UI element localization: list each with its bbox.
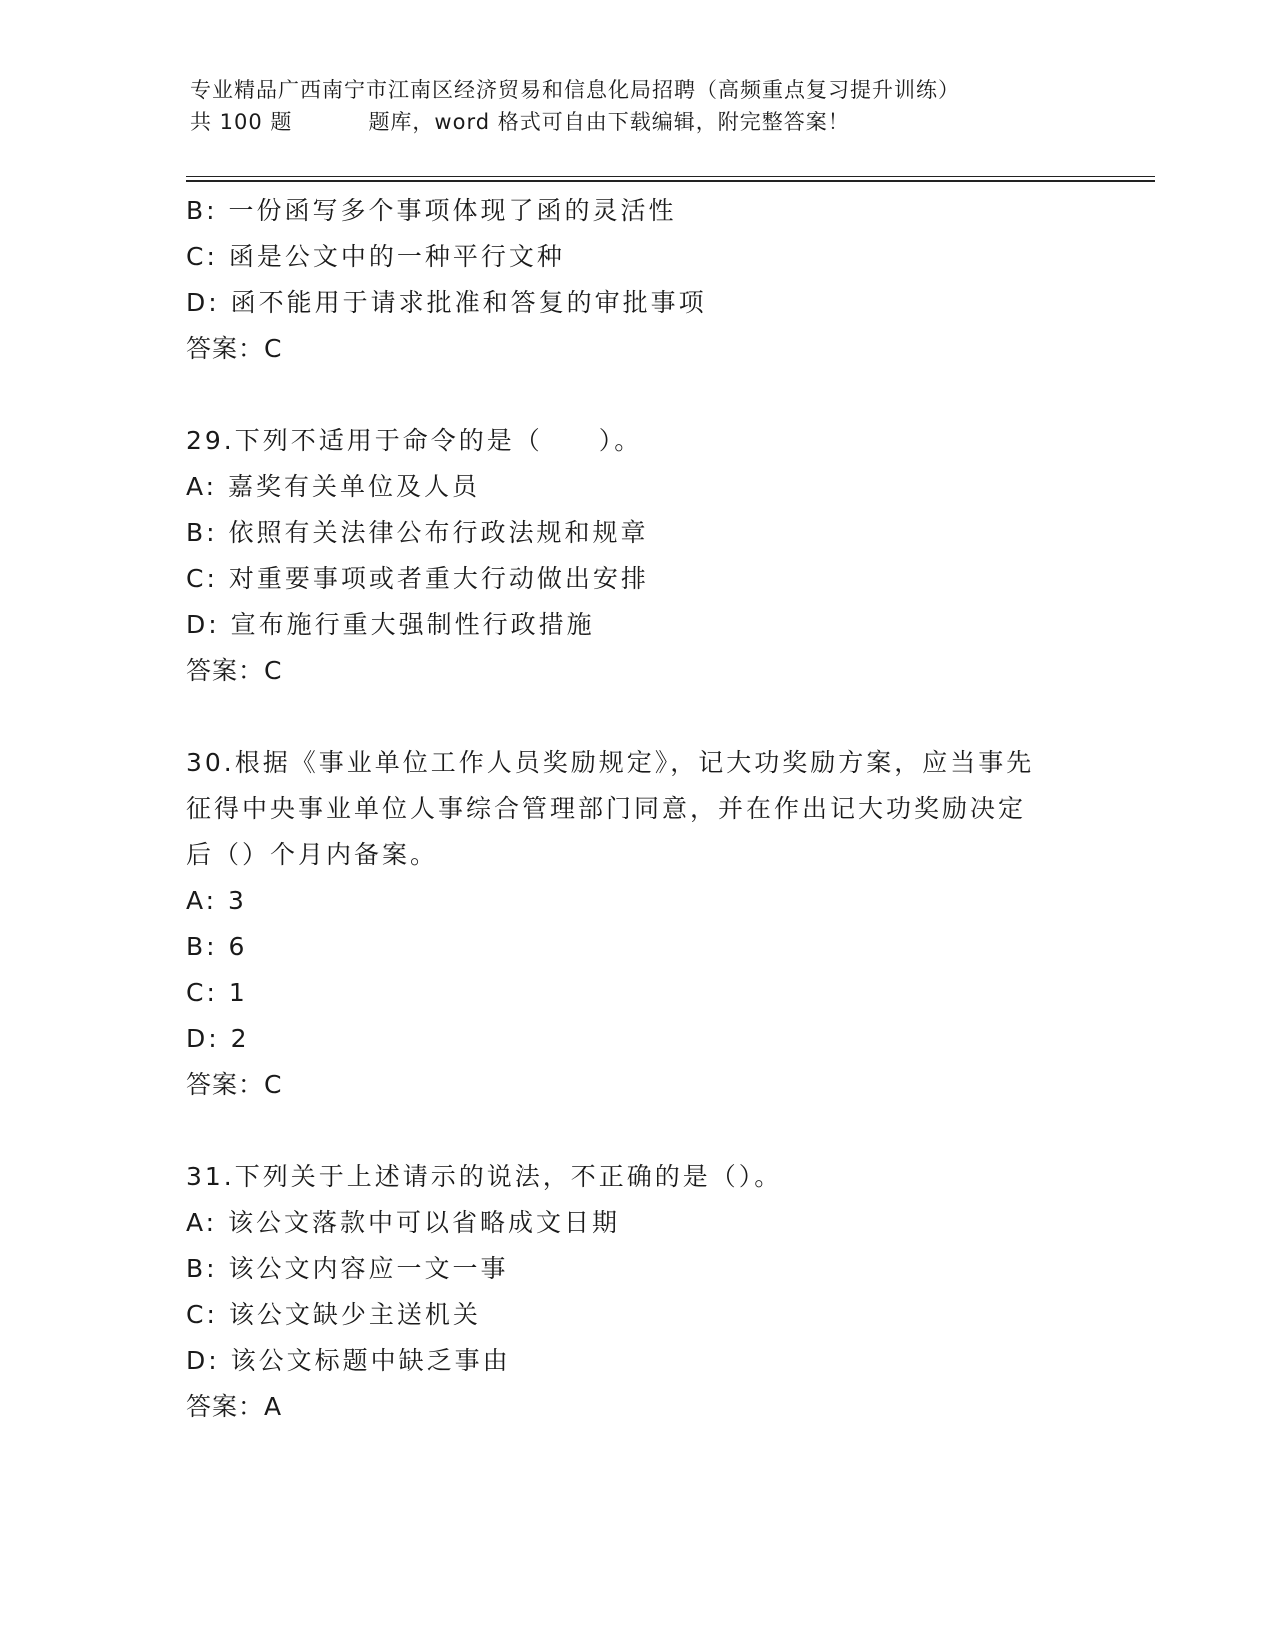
header-format-note: 题库，word 格式可自由下载编辑，附完整答案！ [368,110,850,134]
answer-line: 答案：C [186,1070,283,1099]
option-b: B: 该公文内容应一文一事 [186,1254,509,1283]
question-30 [186,740,1086,1108]
answer-line: 答案：C [186,656,283,685]
option-d: D: 宣布施行重大强制性行政措施 [186,610,595,639]
option-d: D: 函不能用于请求批准和答复的审批事项 [186,288,707,317]
question-31 [186,1154,1086,1430]
option-c: C: 对重要事项或者重大行动做出安排 [186,564,649,593]
option-d: D: 该公文标题中缺乏事由 [186,1346,511,1375]
option-c: C: 1 [186,978,248,1007]
option-c: C: 该公文缺少主送机关 [186,1300,481,1329]
question-stem-continued: 后（）个月内备案。 [186,840,439,869]
option-a: A: 该公文落款中可以省略成文日期 [186,1208,621,1237]
header-subtitle [190,106,1150,138]
option-a: A: 3 [186,886,247,915]
option-b: B: 6 [186,932,248,961]
question-stem-continued: 征得中央事业单位人事综合管理部门同意，并在作出记大功奖励决定 [186,794,1027,823]
question-list [186,188,1086,1430]
option-b: B: 依照有关法律公布行政法规和规章 [186,518,649,547]
option-a: A: 嘉奖有关单位及人员 [186,472,481,501]
header-divider-thick [186,180,1155,182]
header-title: 专业精品广西南宁市江南区经济贸易和信息化局招聘（高频重点复习提升训练） [190,78,960,102]
question-stem: 30.根据《事业单位工作人员奖励规定》，记大功奖励方案，应当事先 [186,748,1035,777]
header-question-count: 共 100 题 [190,110,293,134]
question-stem: 31.下列关于上述请示的说法，不正确的是（）。 [186,1162,783,1191]
question-stem: 29.下列不适用于命令的是（ ）。 [186,426,643,455]
header-divider-thin [186,176,1155,177]
option-d: D: 2 [186,1024,250,1053]
question-29 [186,418,1086,694]
option-b: B: 一份函写多个事项体现了函的灵活性 [186,196,677,225]
answer-line: 答案：A [186,1392,283,1421]
answer-line: 答案：C [186,334,283,363]
question-carryover [186,188,1086,372]
document-header [190,74,1150,138]
option-c: C: 函是公文中的一种平行文种 [186,242,565,271]
